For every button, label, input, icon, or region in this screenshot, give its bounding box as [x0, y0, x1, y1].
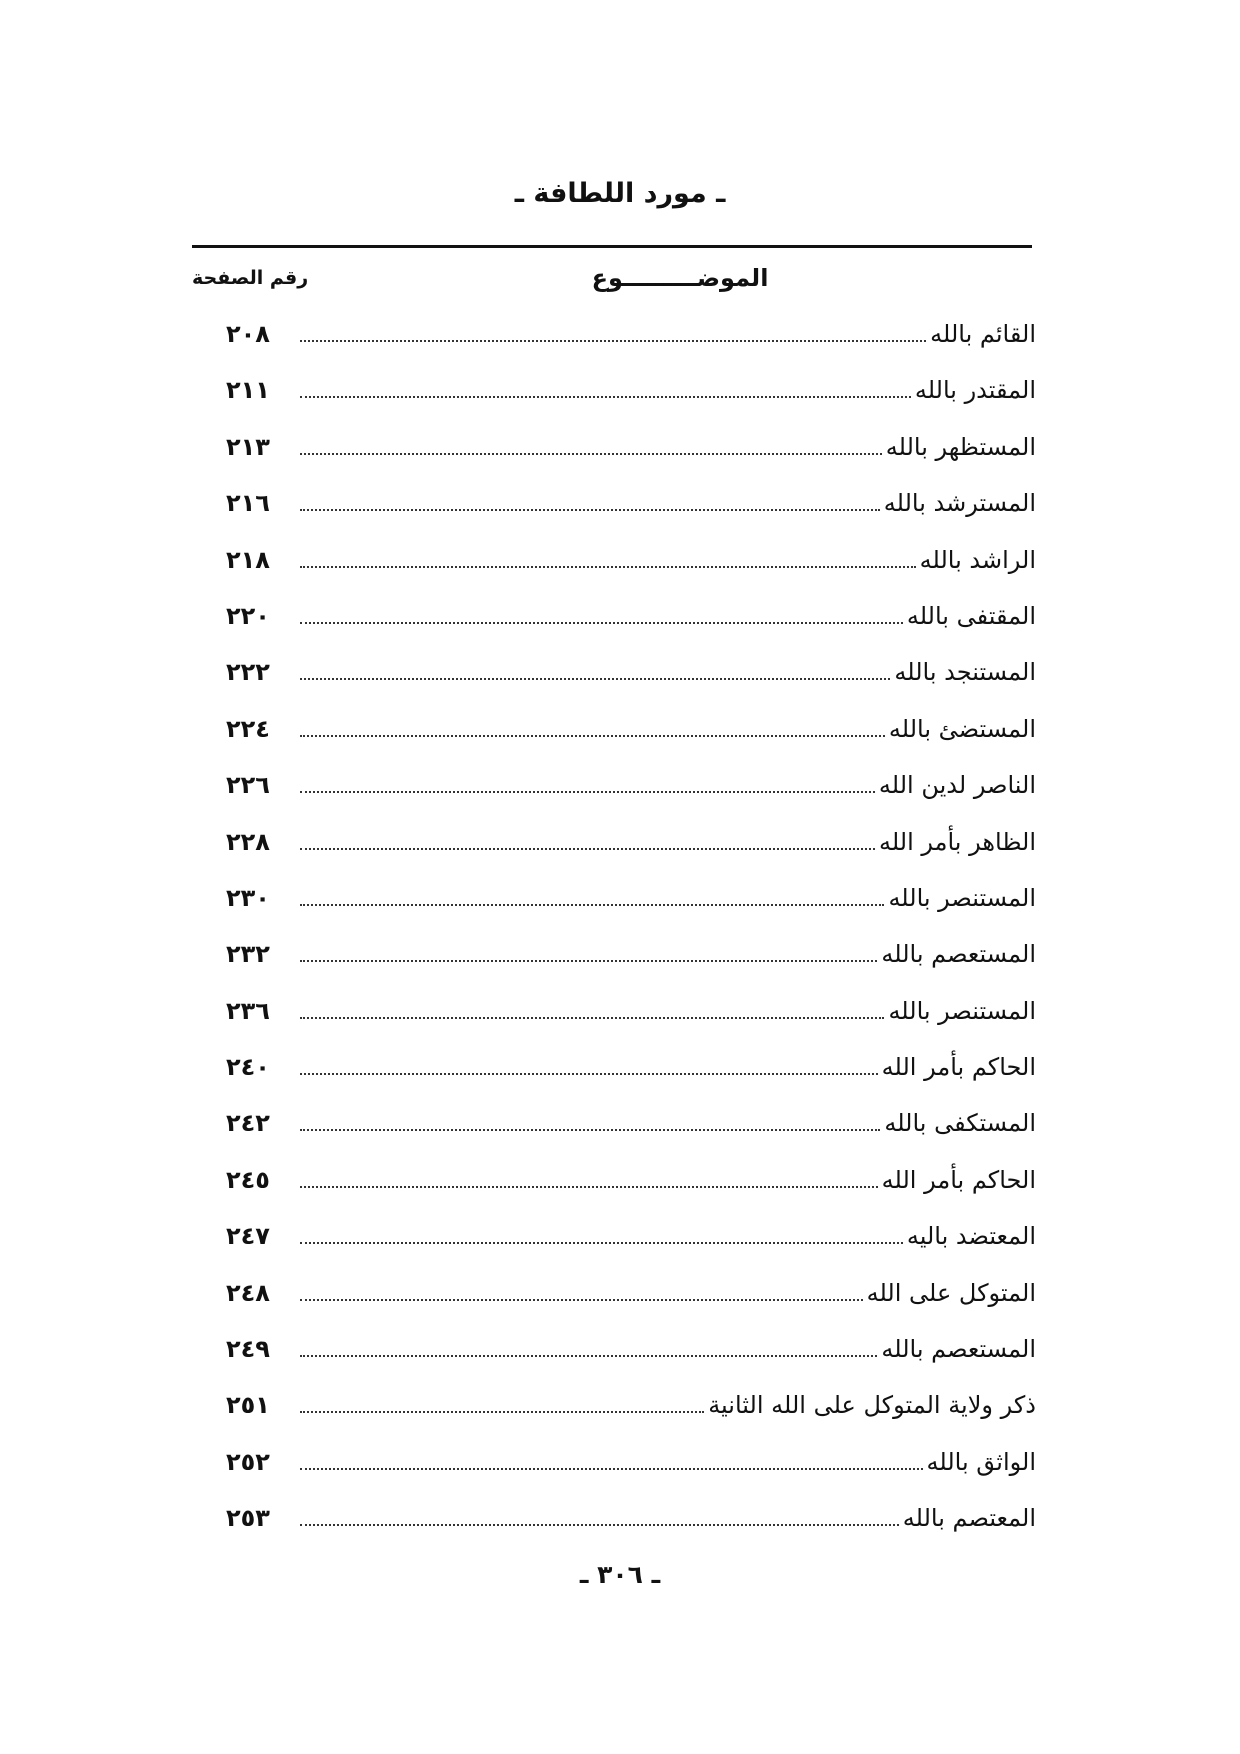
toc-entry-page-number: ٢٢٠: [226, 601, 270, 630]
toc-entry: [0, 1321, 1240, 1377]
toc-entry-title-with-leader: [300, 1377, 1036, 1433]
toc-entry-title-with-leader: [300, 306, 1036, 362]
dot-leader: [300, 848, 875, 850]
toc-entry-page-number: ٢٥٢: [226, 1447, 270, 1476]
toc-entry: [0, 926, 1240, 982]
toc-entry-title-with-leader: [300, 1095, 1036, 1151]
toc-entry-title: الحاكم بأمر الله: [881, 1165, 1036, 1194]
toc-entry-title-with-leader: [300, 1490, 1036, 1546]
dot-leader: [300, 340, 926, 342]
toc-entry-page-number: ٢١٣: [226, 432, 270, 461]
dot-leader: [300, 566, 916, 568]
toc-entry-page-number: ٢٢٨: [226, 827, 270, 856]
toc-entry: [0, 475, 1240, 531]
toc-entry-page-number: ٢٥١: [226, 1391, 270, 1420]
toc-entry-title: المستضئ بالله: [888, 714, 1036, 743]
dot-leader: [300, 1355, 877, 1357]
toc-entry-title: القائم بالله: [930, 320, 1036, 348]
toc-entry-page-number: ٢٤٩: [226, 1335, 270, 1364]
toc-entry-page-number: ٢٢٤: [226, 714, 270, 743]
toc-entry-title-with-leader: [300, 701, 1036, 757]
toc-entry: [0, 532, 1240, 588]
toc-entry-title: الظاهر بأمر الله: [878, 827, 1036, 856]
toc-entry: [0, 1039, 1240, 1095]
toc-entry: [0, 1434, 1240, 1490]
toc-entry-page-number: ٢٢٢: [226, 658, 270, 687]
dot-leader: [300, 1524, 899, 1526]
toc-entry-title-with-leader: [300, 757, 1036, 813]
toc-entry: [0, 1490, 1240, 1546]
toc-entry-page-number: ٢١١: [226, 376, 270, 405]
dot-leader: [300, 678, 890, 680]
toc-entry-title-with-leader: [300, 1152, 1036, 1208]
toc-entry-title-with-leader: [300, 475, 1036, 531]
toc-entry-title: المسترشد بالله: [883, 489, 1036, 518]
toc-entry-page-number: ٢٤٧: [226, 1222, 270, 1251]
toc-entry-title-with-leader: [300, 1434, 1036, 1490]
toc-entry: [0, 1208, 1240, 1264]
toc-entry-page-number: ٢٣٢: [226, 940, 270, 969]
toc-entry: [0, 757, 1240, 813]
toc-entry-title-with-leader: [300, 362, 1036, 418]
dot-leader: [300, 453, 882, 455]
dot-leader: [300, 1242, 903, 1244]
toc-entry-title-with-leader: [300, 1208, 1036, 1264]
toc-entry-title: المقتفى بالله: [906, 601, 1036, 630]
toc-entry: [0, 644, 1240, 700]
toc-entry: [0, 1265, 1240, 1321]
toc-entry-title: ذكر ولاية المتوكل على الله الثانية: [708, 1391, 1036, 1420]
toc-entry-title-with-leader: [300, 926, 1036, 982]
toc-entry: [0, 588, 1240, 644]
toc-entry-title-with-leader: [300, 870, 1036, 926]
toc-entry: [0, 306, 1240, 362]
toc-entry-title-with-leader: [300, 419, 1036, 475]
toc-entry-page-number: ٢١٨: [226, 545, 270, 574]
toc-entry-page-number: ٢٤٠: [226, 1053, 270, 1082]
toc-entry: [0, 1377, 1240, 1433]
toc-entry-title-with-leader: [300, 1321, 1036, 1377]
column-heading-page-number: رقم الصفحة: [192, 267, 309, 289]
toc-entry-title-with-leader: [300, 532, 1036, 588]
toc-entry-title: المستكفى بالله: [884, 1109, 1036, 1138]
toc-entry-title: المستنصر بالله: [888, 996, 1036, 1025]
table-of-contents: [0, 306, 1240, 1547]
dot-leader: [300, 1468, 923, 1470]
dot-leader: [300, 1186, 878, 1188]
toc-entry-title-with-leader: [300, 588, 1036, 644]
toc-entry-title-with-leader: [300, 983, 1036, 1039]
toc-entry-title-with-leader: [300, 644, 1036, 700]
toc-entry: [0, 1095, 1240, 1151]
toc-entry-title-with-leader: [300, 1039, 1036, 1095]
dot-leader: [300, 1299, 863, 1301]
toc-entry-title: المتوكل على الله: [866, 1278, 1036, 1307]
toc-entry-page-number: ٢٣٦: [226, 996, 270, 1025]
dot-leader: [300, 1129, 880, 1131]
toc-entry-title: المعتضد باليه: [906, 1222, 1036, 1251]
toc-entry: [0, 870, 1240, 926]
toc-entry-title: المقتدر بالله: [914, 376, 1036, 405]
toc-entry-page-number: ٢٤٢: [226, 1109, 270, 1138]
toc-entry-page-number: ٢٤٥: [226, 1165, 270, 1194]
toc-entry-title-with-leader: [300, 814, 1036, 870]
toc-entry-title: الواثق بالله: [926, 1447, 1036, 1476]
toc-entry-title: المعتصم بالله: [902, 1504, 1036, 1533]
toc-entry-title: المستنصر بالله: [888, 883, 1036, 912]
dot-leader: [300, 904, 884, 906]
toc-entry-page-number: ٢٤٨: [226, 1278, 270, 1307]
toc-entry: [0, 701, 1240, 757]
toc-entry: [0, 814, 1240, 870]
dot-leader: [300, 396, 911, 398]
dot-leader: [300, 735, 885, 737]
toc-entry: [0, 983, 1240, 1039]
toc-entry-title: الحاكم بأمر الله: [881, 1053, 1036, 1082]
toc-entry-title: المستعصم بالله: [881, 940, 1036, 969]
toc-entry-page-number: ٢٢٦: [226, 771, 270, 800]
toc-entry-page-number: ٢٥٣: [226, 1504, 270, 1533]
toc-entry-title: المستظهر بالله: [885, 432, 1036, 461]
toc-entry-title: الراشد بالله: [919, 545, 1036, 574]
dot-leader: [300, 509, 880, 511]
dot-leader: [300, 791, 875, 793]
toc-entry: [0, 362, 1240, 418]
header-divider: [192, 245, 1032, 248]
dot-leader: [300, 1017, 884, 1019]
dot-leader: [300, 1411, 704, 1413]
dot-leader: [300, 960, 877, 962]
toc-entry: [0, 1152, 1240, 1208]
toc-entry-title: الناصر لدين الله: [878, 771, 1036, 800]
running-header-title: ـ مورد اللطافة ـ: [514, 178, 726, 209]
toc-entry-title-with-leader: [300, 1265, 1036, 1321]
toc-entry-page-number: ٢٠٨: [226, 320, 270, 348]
dot-leader: [300, 622, 903, 624]
toc-entry-page-number: ٢٣٠: [226, 883, 270, 912]
column-heading-subject: الموضـــــــــوع: [591, 264, 769, 292]
page-number-footer: ـ ٣٠٦ ـ: [579, 1560, 661, 1589]
dot-leader: [300, 1073, 878, 1075]
toc-entry-title: المستعصم بالله: [881, 1335, 1036, 1364]
toc-entry: [0, 419, 1240, 475]
toc-entry-title: المستنجد بالله: [894, 658, 1036, 687]
toc-entry-page-number: ٢١٦: [226, 489, 270, 518]
